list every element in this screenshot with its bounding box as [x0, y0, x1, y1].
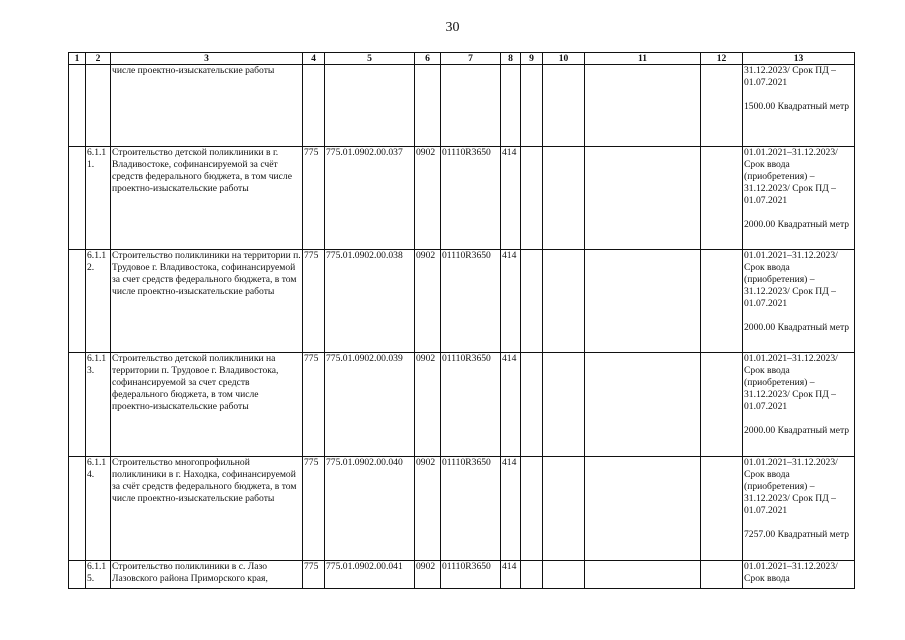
cell-terms-area: 2000.00 Квадратный метр	[744, 425, 850, 436]
cell-section: 0902	[415, 353, 441, 457]
cell-col11	[585, 561, 701, 589]
cell-col9	[521, 65, 543, 147]
cell-terms-dates: 31.12.2023/ Срок ПД – 01.07.2021	[744, 65, 836, 88]
cell-col10	[543, 65, 585, 147]
cell-col11	[585, 65, 701, 147]
column-header: 4	[303, 53, 325, 65]
cell-terms	[743, 457, 855, 561]
cell-col11	[585, 457, 701, 561]
cell-expense-type: 414	[501, 353, 521, 457]
cell-col12	[701, 457, 743, 561]
cell-code	[325, 65, 415, 147]
cell-section: 0902	[415, 457, 441, 561]
cell-section: 0902	[415, 561, 441, 589]
cell-terms-area: 2000.00 Квадратный метр	[744, 219, 850, 230]
cell-col4: 775	[303, 353, 325, 457]
column-header: 8	[501, 53, 521, 65]
cell-terms	[743, 65, 855, 147]
cell-col4: 775	[303, 561, 325, 589]
cell-item-number	[86, 65, 111, 147]
cell-terms	[743, 147, 855, 250]
cell-col10	[543, 457, 585, 561]
cell-code: 775.01.0902.00.039	[325, 353, 415, 457]
column-header: 9	[521, 53, 543, 65]
cell-section: 0902	[415, 250, 441, 353]
cell-col4: 775	[303, 250, 325, 353]
cell-code: 775.01.0902.00.037	[325, 147, 415, 250]
cell-col9	[521, 250, 543, 353]
table-row	[69, 65, 855, 147]
column-header: 7	[441, 53, 501, 65]
cell-col4: 775	[303, 457, 325, 561]
cell-target-article: 01110R3650	[441, 147, 501, 250]
column-header: 2	[86, 53, 111, 65]
cell-target-article: 01110R3650	[441, 353, 501, 457]
cell-item-number: 6.1.1 4.	[86, 457, 111, 561]
cell-col12	[701, 250, 743, 353]
cell-expense-type: 414	[501, 561, 521, 589]
cell-col10	[543, 250, 585, 353]
cell-col1	[69, 457, 86, 561]
table-row	[69, 147, 855, 250]
cell-code: 775.01.0902.00.038	[325, 250, 415, 353]
cell-description: Строительство поликлиники на территории п. Трудовое г. Владивостока, софинансируемой за счет средств федерального бюджета, в том числе проектно-изыскательские работы	[111, 250, 303, 353]
column-header: 10	[543, 53, 585, 65]
cell-target-article: 01110R3650	[441, 561, 501, 589]
cell-col9	[521, 353, 543, 457]
cell-terms-area: 7257.00 Квадратный метр	[744, 529, 850, 540]
table-row	[69, 561, 855, 589]
table-row	[69, 457, 855, 561]
column-header: 1	[69, 53, 86, 65]
column-header: 5	[325, 53, 415, 65]
cell-col10	[543, 561, 585, 589]
cell-item-number: 6.1.1 2.	[86, 250, 111, 353]
cell-terms-dates: 01.01.2021–31.12.2023/ Срок ввода (приобретения) – 31.12.2023/ Срок ПД – 01.07.2021	[744, 457, 838, 516]
cell-terms	[743, 353, 855, 457]
cell-col1	[69, 250, 86, 353]
cell-expense-type: 414	[501, 250, 521, 353]
cell-terms-dates: 01.01.2021–31.12.2023/ Срок ввода	[744, 561, 838, 584]
cell-col1	[69, 353, 86, 457]
column-header: 11	[585, 53, 701, 65]
cell-col11	[585, 147, 701, 250]
cell-target-article	[441, 65, 501, 147]
cell-expense-type: 414	[501, 457, 521, 561]
cell-expense-type: 414	[501, 147, 521, 250]
cell-col11	[585, 250, 701, 353]
cell-col12	[701, 65, 743, 147]
cell-col9	[521, 561, 543, 589]
cell-code: 775.01.0902.00.040	[325, 457, 415, 561]
cell-col4	[303, 65, 325, 147]
column-header: 13	[743, 53, 855, 65]
cell-description: Строительство детской поликлиники на территории п. Трудовое г. Владивостока, софинансируемой за счет средств федерального бюджета, в том числе проектно-изыскательские работы	[111, 353, 303, 457]
document-table	[68, 52, 855, 589]
cell-target-article: 01110R3650	[441, 250, 501, 353]
cell-item-number: 6.1.1 3.	[86, 353, 111, 457]
cell-target-article: 01110R3650	[441, 457, 501, 561]
cell-col12	[701, 147, 743, 250]
cell-terms-area: 1500.00 Квадратный метр	[744, 101, 850, 112]
cell-description: Строительство многопрофильной поликлиники в г. Находка, софинансируемой за счёт средств федерального бюджета, в том числе проектно-изыскательские работы	[111, 457, 303, 561]
cell-col1	[69, 147, 86, 250]
header-row	[69, 53, 855, 65]
cell-terms-area: 2000.00 Квадратный метр	[744, 322, 850, 333]
cell-description: числе проектно-изыскательские работы	[111, 65, 303, 147]
cell-item-number: 6.1.1 5.	[86, 561, 111, 589]
table-row	[69, 250, 855, 353]
cell-section	[415, 65, 441, 147]
cell-col4: 775	[303, 147, 325, 250]
cell-col1	[69, 65, 86, 147]
cell-col11	[585, 353, 701, 457]
cell-col12	[701, 353, 743, 457]
cell-section: 0902	[415, 147, 441, 250]
cell-terms	[743, 561, 855, 589]
table-row	[69, 353, 855, 457]
cell-terms	[743, 250, 855, 353]
cell-terms-dates: 01.01.2021–31.12.2023/ Срок ввода (приобретения) – 31.12.2023/ Срок ПД – 01.07.2021	[744, 353, 838, 412]
cell-description: Строительство детской поликлиники в г. Владивостоке, софинансируемой за счёт средств федерального бюджета, в том числе проектно-изыскательские работы	[111, 147, 303, 250]
column-header: 6	[415, 53, 441, 65]
cell-col9	[521, 457, 543, 561]
cell-terms-dates: 01.01.2021–31.12.2023/ Срок ввода (приобретения) – 31.12.2023/ Срок ПД – 01.07.2021	[744, 250, 838, 309]
cell-col10	[543, 147, 585, 250]
cell-item-number: 6.1.1 1.	[86, 147, 111, 250]
page-number: 30	[445, 20, 460, 35]
column-header: 12	[701, 53, 743, 65]
cell-code: 775.01.0902.00.041	[325, 561, 415, 589]
cell-expense-type	[501, 65, 521, 147]
cell-col1	[69, 561, 86, 589]
cell-col10	[543, 353, 585, 457]
cell-col12	[701, 561, 743, 589]
column-header: 3	[111, 53, 303, 65]
cell-col9	[521, 147, 543, 250]
cell-terms-dates: 01.01.2021–31.12.2023/ Срок ввода (приобретения) – 31.12.2023/ Срок ПД – 01.07.2021	[744, 147, 838, 206]
cell-description: Строительство поликлиники в с. Лазо Лазовского района Приморского края,	[111, 561, 303, 589]
